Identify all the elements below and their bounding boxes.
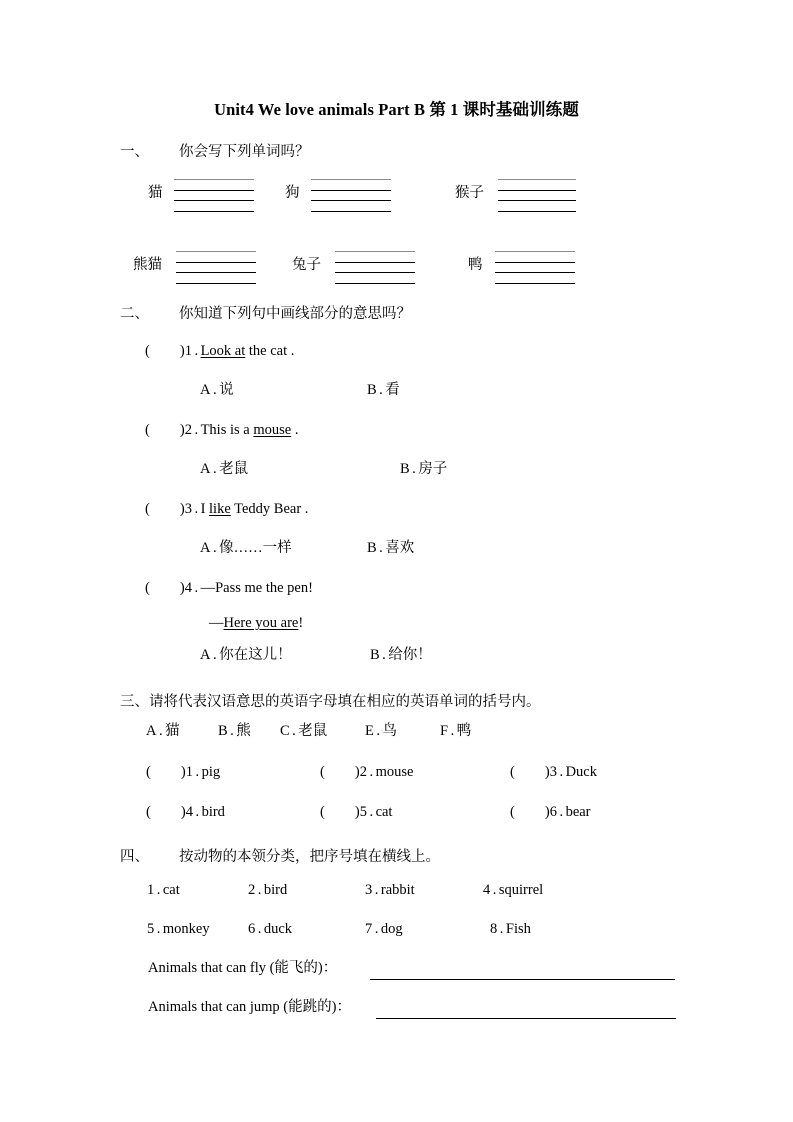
question-stem-pre: This is a	[200, 422, 254, 438]
choice-text: 老鼠	[298, 723, 328, 739]
question-stem-post: .	[291, 422, 299, 438]
choice-dot: .	[292, 723, 296, 739]
question-dot: .	[194, 580, 199, 596]
word-text: bird	[263, 882, 288, 898]
underlined-phrase: like	[209, 501, 231, 517]
question-number: 1	[184, 343, 192, 359]
choice-letter: A	[146, 723, 157, 739]
word-slot-dog	[285, 178, 395, 214]
option-text: 你在这儿！	[219, 647, 292, 663]
choice-3-c[interactable]	[280, 724, 327, 740]
section-4-heading	[120, 845, 440, 866]
dialogue-dash: —	[209, 615, 224, 631]
word-dot: .	[257, 921, 262, 937]
word-slot-monkey	[455, 178, 580, 214]
item-word: mouse	[375, 764, 414, 780]
question-stem-post: !	[298, 615, 304, 631]
word-text: cat	[162, 882, 180, 898]
answer-bracket-close: )	[544, 764, 550, 780]
item-dot: .	[195, 764, 200, 780]
question-stem-pre: —Pass me the pen!	[200, 580, 313, 596]
word-4-3	[365, 883, 415, 899]
answer-bracket[interactable]: (	[146, 764, 151, 780]
word-4-1	[147, 883, 180, 899]
question-2-2	[145, 423, 298, 439]
answer-bracket-close: )	[179, 422, 185, 438]
section-4-number: 四、	[120, 849, 149, 865]
word-number: 1	[147, 882, 155, 898]
answer-line-fly[interactable]	[370, 979, 675, 980]
match-item-3-6	[510, 805, 591, 821]
page-title: Unit4 We love animals Part B 第 1 课时基础训练题	[214, 100, 579, 119]
option-2-3-b[interactable]: B . 喜欢	[367, 540, 415, 556]
choice-letter: B	[218, 723, 228, 739]
word-4-4	[483, 883, 543, 899]
question-stem-post: Teddy Bear .	[230, 501, 309, 517]
handwriting-guide[interactable]	[311, 178, 391, 212]
section-2-heading-text: 你知道下列句中画线部分的意思吗？	[179, 306, 411, 322]
word-4-7	[365, 922, 403, 938]
option-2-4-b[interactable]: B . 给你！	[370, 647, 432, 663]
word-number: 5	[147, 921, 155, 937]
option-2-4-a[interactable]: A . 你在这儿！	[200, 647, 292, 663]
item-word: Duck	[565, 764, 597, 780]
question-number: 2	[184, 422, 192, 438]
item-number: 6	[549, 804, 557, 820]
choice-3-e[interactable]	[365, 724, 397, 740]
choice-3-f[interactable]	[440, 724, 471, 740]
section-3-heading	[120, 690, 541, 711]
option-text: 说	[219, 382, 234, 398]
word-4-2	[248, 883, 287, 899]
word-4-5	[147, 922, 210, 938]
word-4-8	[490, 922, 531, 938]
answer-bracket-close: )	[180, 804, 186, 820]
option-2-1-a[interactable]: A . 说	[200, 382, 234, 398]
handwriting-guide[interactable]	[335, 250, 415, 284]
handwriting-guide[interactable]	[498, 178, 576, 212]
word-4-6	[248, 922, 292, 938]
question-2-4-line2	[209, 616, 303, 632]
match-item-3-4	[146, 805, 225, 821]
word-text: squirrel	[498, 882, 544, 898]
item-dot: .	[369, 804, 374, 820]
answer-bracket[interactable]: (	[145, 422, 150, 438]
choice-dot: .	[376, 723, 380, 739]
answer-bracket[interactable]: (	[145, 343, 150, 359]
word-number: 8	[490, 921, 498, 937]
handwriting-guide[interactable]	[176, 250, 256, 284]
answer-bracket[interactable]: (	[145, 501, 150, 517]
word-dot: .	[156, 921, 161, 937]
item-number: 4	[185, 804, 193, 820]
choice-text: 熊	[236, 723, 251, 739]
section-1-heading	[120, 140, 310, 161]
choice-dot: .	[230, 723, 234, 739]
section-3-number: 三、	[120, 694, 149, 710]
answer-bracket[interactable]: (	[510, 764, 515, 780]
answer-bracket[interactable]: (	[145, 580, 150, 596]
option-2-1-b[interactable]: B . 看	[367, 382, 400, 398]
question-number: 4	[184, 580, 192, 596]
word-text: monkey	[162, 921, 210, 937]
option-text: 喜欢	[385, 540, 415, 556]
word-number: 2	[248, 882, 256, 898]
item-dot: .	[195, 804, 200, 820]
item-word: bird	[201, 804, 225, 820]
section-2-number: 二、	[120, 306, 149, 322]
item-number: 2	[359, 764, 367, 780]
question-2-3	[145, 502, 308, 518]
word-dot: .	[257, 882, 262, 898]
answer-bracket[interactable]: (	[320, 764, 325, 780]
option-letter: A	[200, 461, 211, 477]
item-word: bear	[565, 804, 591, 820]
choice-3-b[interactable]	[218, 724, 251, 740]
option-2-3-a[interactable]: A . 像……一样	[200, 540, 292, 556]
answer-bracket[interactable]: (	[146, 804, 151, 820]
word-number: 4	[483, 882, 491, 898]
choice-letter: C	[280, 723, 290, 739]
option-2-2-a[interactable]: A . 老鼠	[200, 461, 249, 477]
prompt-jump-label: Animals that can jump (能跳的)：	[148, 999, 351, 1015]
question-dot: .	[194, 343, 199, 359]
answer-bracket-close: )	[354, 764, 360, 780]
answer-bracket-close: )	[179, 343, 185, 359]
question-2-4	[145, 581, 313, 597]
section-4-heading-text: 按动物的本领分类，把序号填在横线上。	[179, 849, 440, 865]
item-number: 1	[185, 764, 193, 780]
question-number: 3	[184, 501, 192, 517]
option-letter: A	[200, 647, 211, 663]
option-letter: B	[370, 647, 380, 663]
item-number: 3	[549, 764, 557, 780]
option-letter: A	[200, 540, 211, 556]
option-text: 房子	[418, 461, 448, 477]
word-number: 7	[365, 921, 373, 937]
option-text: 看	[385, 382, 400, 398]
word-dot: .	[156, 882, 161, 898]
option-text: 给你！	[388, 647, 432, 663]
section-2-heading	[120, 302, 411, 323]
word-dot: .	[492, 882, 497, 898]
word-dot: .	[374, 882, 379, 898]
question-stem-post: the cat .	[245, 343, 295, 359]
answer-bracket[interactable]: (	[510, 804, 515, 820]
word-label: 狗	[285, 185, 300, 201]
word-label: 兔子	[292, 257, 321, 273]
handwriting-guide[interactable]	[495, 250, 575, 284]
section-1-number: 一、	[120, 144, 149, 160]
underlined-phrase: mouse	[253, 422, 292, 438]
item-number: 5	[359, 804, 367, 820]
choice-text: 猫	[165, 723, 180, 739]
word-slot-cat	[148, 178, 258, 214]
section-3-heading-text: 请将代表汉语意思的英语字母填在相应的英语单词的括号内。	[149, 694, 541, 710]
word-label: 猫	[148, 185, 163, 201]
answer-bracket-close: )	[180, 764, 186, 780]
underlined-phrase: Here you are	[223, 615, 299, 631]
handwriting-guide[interactable]	[174, 178, 254, 212]
word-text: duck	[263, 921, 293, 937]
answer-bracket[interactable]: (	[320, 804, 325, 820]
choice-text: 鸟	[382, 723, 397, 739]
answer-bracket-close: )	[179, 580, 185, 596]
word-text: rabbit	[380, 882, 415, 898]
choice-letter: F	[440, 723, 449, 739]
word-slot-panda	[133, 250, 258, 286]
option-letter: B	[367, 540, 377, 556]
word-label: 鸭	[468, 257, 483, 273]
answer-bracket-close: )	[354, 804, 360, 820]
question-dot: .	[194, 501, 199, 517]
word-text: Fish	[505, 921, 531, 937]
word-label: 熊猫	[133, 257, 162, 273]
option-letter: B	[400, 461, 410, 477]
underlined-phrase: Look at	[200, 343, 246, 359]
word-dot: .	[499, 921, 504, 937]
option-text: 像……一样	[219, 540, 292, 556]
choice-letter: E	[365, 723, 374, 739]
answer-bracket-close: )	[544, 804, 550, 820]
match-item-3-3	[510, 765, 597, 781]
item-dot: .	[559, 764, 564, 780]
word-number: 3	[365, 882, 373, 898]
word-slot-duck	[468, 250, 578, 286]
option-letter: B	[367, 382, 377, 398]
item-dot: .	[369, 764, 374, 780]
word-label: 猴子	[455, 185, 484, 201]
option-letter: A	[200, 382, 211, 398]
word-slot-rabbit	[292, 250, 417, 286]
item-word: pig	[201, 764, 221, 780]
option-text: 老鼠	[219, 461, 249, 477]
match-item-3-5	[320, 805, 392, 821]
choice-dot: .	[450, 723, 455, 739]
question-2-1	[145, 344, 294, 360]
option-2-2-b[interactable]: B . 房子	[400, 461, 448, 477]
section-1-heading-text: 你会写下列单词吗？	[179, 144, 310, 160]
word-dot: .	[374, 921, 379, 937]
choice-text: 鸭	[456, 723, 472, 739]
match-item-3-1	[146, 765, 220, 781]
item-dot: .	[559, 804, 564, 820]
answer-line-jump[interactable]	[376, 1018, 676, 1019]
answer-bracket-close: )	[179, 501, 185, 517]
question-stem-pre: I	[200, 501, 210, 517]
word-number: 6	[248, 921, 256, 937]
prompt-fly-label: Animals that can fly (能飞的)：	[148, 960, 338, 976]
match-item-3-2	[320, 765, 413, 781]
question-dot: .	[194, 422, 199, 438]
word-text: dog	[380, 921, 403, 937]
item-word: cat	[375, 804, 393, 820]
choice-dot: .	[158, 723, 163, 739]
choice-3-a[interactable]	[146, 724, 180, 740]
